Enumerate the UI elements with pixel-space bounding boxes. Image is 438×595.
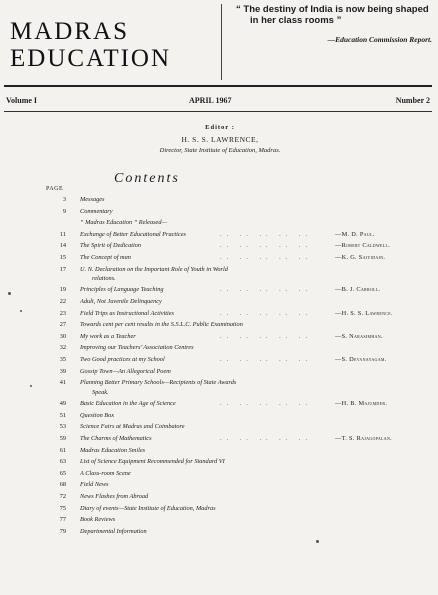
toc-leader-dots: .. .. .. .. ..	[220, 332, 313, 340]
issue-number: Number 2	[395, 96, 430, 105]
contents-heading: Contents	[114, 171, 180, 186]
print-speck	[20, 310, 22, 312]
toc-page-number: 68	[59, 481, 66, 489]
toc-page-number: 19	[59, 286, 66, 294]
toc-page-number: 49	[59, 400, 66, 408]
toc-entry-title-line: Two Good practices at my School	[80, 356, 165, 364]
toc-entry-title-line: Question Box	[80, 411, 115, 419]
quote-line-1: “ The destiny of India is now being shaped	[236, 4, 429, 15]
toc-entry-title-line: Speak.	[92, 388, 109, 396]
toc-entry-title	[80, 379, 236, 386]
toc-entry-title-line: Book Reviews	[80, 516, 116, 524]
page-column-label: PAGE	[46, 186, 64, 192]
toc-entry-title	[80, 481, 109, 488]
toc-leader-dots: .. .. .. .. ..	[220, 230, 313, 238]
toc-page-number: 17	[59, 265, 66, 273]
toc-entry-title	[80, 423, 185, 430]
toc-entry-author: —H. S. S. Lawrence.	[335, 309, 393, 317]
toc-entry-title-line: News Flashes from Abroad	[80, 492, 149, 500]
toc-page-number: 65	[59, 469, 66, 477]
toc-page-number: 39	[59, 367, 66, 375]
toc-entry-title-line: Field Trips as Instructional Activities	[80, 309, 174, 317]
toc-entry-author: —K. G. Saiyidain.	[335, 254, 386, 261]
toc-page-number: 72	[59, 492, 66, 500]
toc-entry-title	[80, 266, 228, 273]
toc-entry-author: —M. D. Paul.	[335, 230, 375, 238]
issue-date: APRIL 1967	[189, 96, 232, 105]
toc-entry-title-line: Departmental Information	[80, 527, 147, 535]
toc-entry-title-line: Messages	[80, 196, 105, 203]
toc-page-number: 41	[59, 379, 66, 387]
toc-entry-author: —S. Devanayagam.	[335, 356, 387, 364]
toc-entry-title-line: Improving our Teachers’ Association Centres	[80, 344, 194, 352]
magazine-title-line-1: MADRAS	[10, 18, 129, 45]
toc-page-number: 30	[59, 332, 66, 340]
toc-entry-title-line: Principles of Language Teaching	[80, 286, 164, 294]
toc-page-number: 75	[59, 504, 66, 512]
toc-entry-author: —B. J. Carroll.	[335, 286, 381, 294]
toc-entry-title	[80, 196, 104, 203]
toc-page-number: 9	[62, 207, 66, 215]
toc-leader-dots: .. .. .. .. ..	[220, 400, 313, 408]
toc-entry-title	[80, 458, 225, 465]
toc-page-number: 53	[59, 423, 66, 431]
toc-entry-title-line: List of Science Equipment Recommended for Standard VI	[80, 458, 225, 466]
toc-entry-title-line: Diary of events—State Institute of Education, Madras	[80, 504, 216, 512]
print-speck	[30, 385, 32, 387]
quote-line-2: in her class rooms ”	[250, 15, 342, 26]
toc-entry-title-line: Gossip Town—An Allegorical Poem	[80, 367, 171, 375]
toc-entry-title-line: Commentary	[80, 207, 113, 215]
print-speck	[316, 540, 319, 543]
toc-leader-dots: .. .. .. .. ..	[220, 309, 313, 317]
toc-entry-title-line: The Charms of Mathematics	[80, 434, 152, 442]
toc-entry-author: —T. S. Rajagopalan.	[335, 434, 393, 442]
volume-label: Volume I	[6, 96, 38, 105]
toc-entry-title	[80, 254, 131, 261]
toc-entry-title	[80, 400, 176, 407]
toc-entry-title	[80, 447, 145, 454]
toc-entry-title	[80, 321, 243, 328]
toc-page-number: 14	[59, 242, 66, 250]
toc-page-number: 51	[59, 411, 66, 419]
toc-page-number: 11	[59, 230, 66, 238]
quote-attribution: —Education Commission Report.	[327, 35, 432, 44]
toc-page-number: 27	[59, 321, 66, 329]
toc-page-number: 15	[59, 254, 66, 261]
toc-entry-author: —Robert Caldwell.	[335, 242, 391, 250]
toc-entry-title-line: “ Madras Education ” Released—	[80, 219, 168, 227]
editor-role: Director, State Institute of Education, Madras.	[159, 147, 281, 154]
toc-entry-title-line: The Spirit of Dedication	[80, 242, 142, 250]
editor-name: H. S. S. LAWRENCE,	[181, 135, 259, 144]
toc-leader-dots: .. .. .. .. ..	[220, 242, 313, 250]
toc-entry-title	[80, 528, 147, 535]
toc-page-number: 61	[59, 446, 66, 454]
toc-entry-title-line: relations.	[92, 274, 116, 282]
toc-entry-title	[80, 470, 131, 477]
toc-page-number: 79	[59, 527, 66, 535]
toc-entry-title	[80, 344, 194, 351]
toc-entry-title-line: Towards cent per cent results in the S.S.L.C. Public Examination	[80, 321, 243, 329]
toc-entry-author: —S. Narasimhan.	[335, 332, 383, 340]
toc-leader-dots: .. .. .. .. ..	[220, 254, 313, 261]
toc-page-number: 35	[59, 356, 66, 364]
toc-page-number: 59	[59, 434, 66, 442]
toc-entry-title	[80, 219, 167, 226]
toc-entry-title-line: Science Fairs at Madras and Coimbatore	[80, 423, 185, 431]
toc-entry-title-line: Planning Better Primary Schools—Recipients of State Awards	[80, 379, 237, 387]
toc-entry-title	[80, 242, 141, 249]
toc-leader-dots: .. .. .. .. ..	[220, 434, 313, 442]
toc-entry-title	[80, 298, 162, 305]
toc-entry-title	[80, 516, 115, 523]
toc-entry-title	[80, 286, 164, 293]
toc-page-number: 63	[59, 458, 66, 466]
toc-entry-title	[80, 435, 152, 442]
toc-entry-title-line: A Class-room Scene	[80, 469, 131, 477]
toc-entry-title-line: Exchange of Better Educational Practices	[80, 230, 186, 238]
toc-entry-title-line: The Concept of man	[80, 254, 131, 261]
toc-entry-title	[80, 208, 113, 215]
toc-page-number: 23	[59, 309, 66, 317]
toc-entry-title-line: U. N. Declaration on the Important Role of Youth in World	[80, 265, 228, 273]
toc-entry-title-line: Basic Education in the Age of Science	[80, 400, 176, 408]
toc-entry-title	[80, 505, 216, 512]
toc-entry-title-line: My work as a Teacher	[80, 332, 136, 340]
toc-entry-title	[80, 310, 174, 317]
toc-entry-title	[80, 412, 114, 419]
editor-label: Editor :	[205, 124, 235, 131]
toc-entry-title	[80, 231, 186, 238]
toc-entry-author: —H. B. Majumder.	[335, 400, 388, 408]
toc-entry-title	[80, 493, 148, 500]
toc-page-number: 22	[59, 298, 66, 306]
print-speck	[8, 292, 11, 295]
toc-leader-dots: .. .. .. .. ..	[220, 286, 313, 294]
toc-entry-title	[80, 356, 165, 363]
toc-entry-title-line: Madras Education Smiles	[80, 446, 146, 454]
toc-page-number: 77	[59, 516, 66, 524]
toc-entry-title-line: Adult, Not Juvenile Delinquency	[80, 298, 162, 306]
toc-entry-title-line: Field News	[80, 481, 109, 489]
toc-entry-title	[80, 368, 171, 375]
toc-page-number: 3	[62, 196, 66, 203]
toc-entry-title	[80, 333, 136, 340]
magazine-title-line-2: EDUCATION	[10, 45, 172, 72]
toc-leader-dots: .. .. .. .. ..	[220, 356, 313, 364]
toc-page-number: 32	[59, 344, 66, 352]
